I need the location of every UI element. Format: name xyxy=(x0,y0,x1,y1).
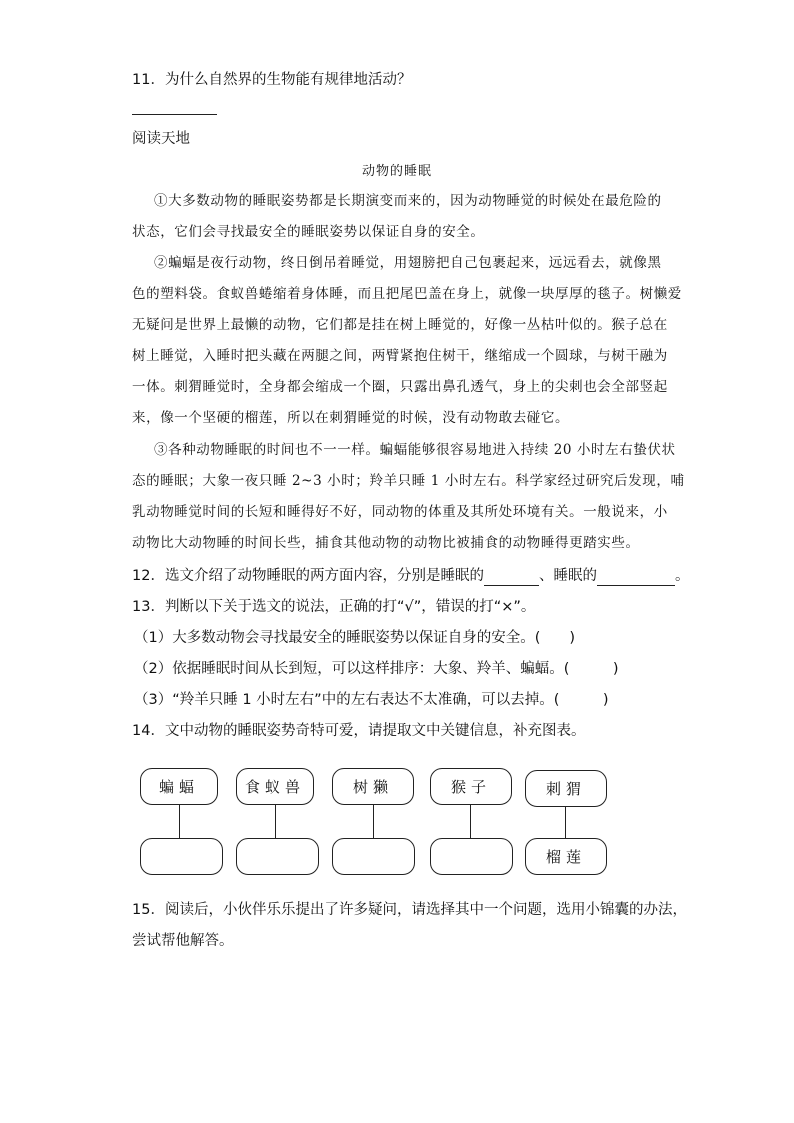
question-14-stem: 14．文中动物的睡眠姿势奇特可爱，请提取文中关键信息，补充图表。 xyxy=(132,723,586,739)
question-13-item-3[interactable]: （3）“羚羊只睡 1 小时左右”中的左右表达不太准确，可以去掉。( ) xyxy=(134,692,609,708)
article-paragraph-1-line: 状态，它们会寻找最安全的睡眠姿势以保证自身的安全。 xyxy=(132,224,485,240)
answer-line-11[interactable] xyxy=(132,114,217,115)
question-13-item-1[interactable]: （1）大多数动物会寻找最安全的睡眠姿势以保证自身的安全。( ) xyxy=(134,630,576,646)
question-13-stem: 13．判断以下关于选文的说法，正确的打“√”，错误的打“×”。 xyxy=(132,599,536,615)
diagram-box-monkey: 猴子 xyxy=(430,768,512,805)
article-paragraph-2-line: 色的塑料袋。食蚁兽蜷缩着身体睡，而且把尾巴盖在身上，就像一块厚厚的毯子。树懒爱 xyxy=(132,286,682,302)
diagram-answer-box-anteater[interactable] xyxy=(236,838,319,875)
diagram-box-sloth: 树獭 xyxy=(332,768,414,805)
section-label: 阅读天地 xyxy=(132,131,190,147)
question-12-suffix: 。 xyxy=(674,568,690,584)
diagram-connector xyxy=(373,805,374,838)
article-paragraph-3-line: ③各种动物睡眠的时间也不一一样。蝙蝠能够很容易地进入持续 20 小时左右蛰伏状 xyxy=(154,442,676,458)
diagram-box-anteater: 食蚁兽 xyxy=(236,768,314,805)
article-paragraph-2-line: 一体。刺猬睡觉时，全身都会缩成一个圈，只露出鼻孔透气，身上的尖刺也会全部竖起 xyxy=(132,379,668,395)
question-12-mid: 、睡眠的 xyxy=(538,568,597,584)
question-13-item-2[interactable]: （2）依据睡眠时间从长到短，可以这样排序：大象、羚羊、蝙蝠。( ) xyxy=(134,661,619,677)
diagram-connector xyxy=(179,805,180,838)
diagram-answer-box-hedgehog: 榴莲 xyxy=(525,838,607,875)
article-paragraph-2-line: 无疑问是世界上最懒的动物，它们都是挂在树上睡觉的，好像一丛枯叶似的。猴子总在 xyxy=(132,317,668,333)
diagram-connector xyxy=(470,805,471,838)
diagram-box-hedgehog: 刺猬 xyxy=(525,770,607,807)
question-12-blank-2[interactable] xyxy=(597,569,675,586)
diagram-answer-box-sloth[interactable] xyxy=(332,838,415,875)
diagram-answer-box-monkey[interactable] xyxy=(430,838,513,875)
diagram-answer-box-bat[interactable] xyxy=(140,838,223,875)
diagram-connector xyxy=(275,805,276,838)
question-12 xyxy=(132,566,689,586)
question-11: 11．为什么自然界的生物能有规律地活动？ xyxy=(132,72,412,88)
article-paragraph-2-line: ②蝙蝠是夜行动物，终日倒吊着睡觉，用翅膀把自己包裹起来，远远看去，就像黑 xyxy=(154,255,662,271)
article-paragraph-3-line: 乳动物睡觉时间的长短和睡得好不好，同动物的体重及其所处环境有关。一般说来，小 xyxy=(132,504,668,520)
article-paragraph-3-line: 态的睡眠；大象一夜只睡 2~3 小时；羚羊只睡 1 小时左右。科学家经过研究后发现，哺 xyxy=(132,473,685,489)
article-title: 动物的睡眠 xyxy=(361,164,432,179)
question-15-line: 15．阅读后，小伙伴乐乐提出了许多疑问，请选择其中一个问题，选用小锦囊的办法， xyxy=(132,902,687,918)
article-paragraph-1-line: ①大多数动物的睡眠姿势都是长期演变而来的，因为动物睡觉的时候处在最危险的 xyxy=(154,193,662,209)
question-15-line: 尝试帮他解答。 xyxy=(132,933,234,949)
diagram-box-bat: 蝙蝠 xyxy=(140,768,218,805)
article-paragraph-3-line: 动物比大动物睡的时间长些，捕食其他动物的动物比被捕食的动物睡得更踏实些。 xyxy=(132,535,640,551)
article-paragraph-2-line: 来，像一个坚硬的榴莲，所以在刺猬睡觉的时候，没有动物敢去碰它。 xyxy=(132,410,570,426)
question-12-blank-1[interactable] xyxy=(484,569,539,586)
article-paragraph-2-line: 树上睡觉，入睡时把头藏在两腿之间，两臂紧抱住树干，继缩成一个圆球，与树干融为 xyxy=(132,348,668,364)
diagram-connector xyxy=(565,807,566,838)
question-12-prefix: 12．选文介绍了动物睡眠的两方面内容，分别是睡眠的 xyxy=(132,568,484,584)
